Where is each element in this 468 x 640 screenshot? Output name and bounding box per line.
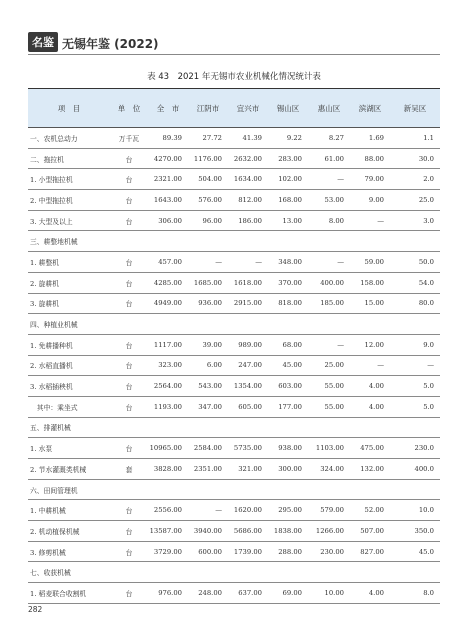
table-section-row (28, 479, 440, 500)
row-value: 5735.00 (228, 438, 268, 459)
row-value: 10.00 (308, 583, 350, 604)
row-item-name: 2. 旋耕机 (28, 272, 110, 293)
section-label: 六、田间管理机 (28, 479, 440, 500)
row-unit: 台 (110, 396, 148, 417)
row-value: 5.0 (390, 396, 440, 417)
row-value: 1685.00 (188, 272, 228, 293)
row-value: 637.00 (228, 583, 268, 604)
row-value: 52.00 (350, 500, 390, 521)
row-value: 1620.00 (228, 500, 268, 521)
row-unit: 台 (110, 148, 148, 169)
row-value: 576.00 (188, 190, 228, 211)
row-unit: 台 (110, 252, 148, 273)
row-value: 1354.00 (228, 376, 268, 397)
row-item-name: 2. 节水灌溉类机械 (28, 459, 110, 480)
row-value: 15.00 (350, 293, 390, 314)
row-value: 350.0 (390, 521, 440, 542)
table-row (28, 334, 440, 355)
row-value: 1103.00 (308, 438, 350, 459)
row-value: 55.00 (308, 376, 350, 397)
row-value: 59.00 (350, 252, 390, 273)
row-value: 324.00 (308, 459, 350, 480)
page-header (28, 32, 440, 54)
col-header-unit: 单 位 (110, 89, 148, 128)
row-value: 96.00 (188, 210, 228, 231)
col-header-yixing: 宜兴市 (228, 89, 268, 128)
row-value: 89.39 (148, 128, 188, 149)
row-value: 812.00 (228, 190, 268, 211)
row-value: 605.00 (228, 396, 268, 417)
row-value: 475.00 (350, 438, 390, 459)
row-value: — (390, 355, 440, 376)
row-value: 158.00 (350, 272, 390, 293)
row-item-name: 3. 旋耕机 (28, 293, 110, 314)
row-item-name: 1. 免耕播种机 (28, 334, 110, 355)
row-value: — (308, 169, 350, 190)
table-row (28, 190, 440, 211)
row-value: 9.22 (268, 128, 308, 149)
table-row (28, 541, 440, 562)
row-value: 348.00 (268, 252, 308, 273)
row-value: 69.00 (268, 583, 308, 604)
row-value: 168.00 (268, 190, 308, 211)
row-value: 9.00 (350, 190, 390, 211)
row-value: 936.00 (188, 293, 228, 314)
row-item-name: 1. 中耕机械 (28, 500, 110, 521)
row-item-name: 3. 水稻插秧机 (28, 376, 110, 397)
row-unit: 台 (110, 293, 148, 314)
row-value: 230.00 (308, 541, 350, 562)
row-value: — (188, 500, 228, 521)
table-row (28, 355, 440, 376)
col-header-jiangyin: 江阴市 (188, 89, 228, 128)
table-section-row (28, 314, 440, 335)
col-header-huishan: 惠山区 (308, 89, 350, 128)
row-value: 50.0 (390, 252, 440, 273)
row-value: 8.0 (390, 583, 440, 604)
row-value: 4949.00 (148, 293, 188, 314)
row-value: 1117.00 (148, 334, 188, 355)
row-value: 3.0 (390, 210, 440, 231)
row-item-name: 二、拖拉机 (28, 148, 110, 169)
row-value: 1.69 (350, 128, 390, 149)
row-value: 5686.00 (228, 521, 268, 542)
row-value: — (308, 334, 350, 355)
row-value: 55.00 (308, 396, 350, 417)
col-header-xinwu: 新吴区 (390, 89, 440, 128)
row-value: 61.00 (308, 148, 350, 169)
row-value: — (308, 252, 350, 273)
row-value: 989.00 (228, 334, 268, 355)
row-value: 818.00 (268, 293, 308, 314)
row-item-name: 3. 大型及以上 (28, 210, 110, 231)
table-title: 表 43 2021 年无锡市农业机械化情况统计表 (147, 72, 321, 82)
row-value: 185.00 (308, 293, 350, 314)
yearbook-logo: 名鉴 (28, 32, 58, 52)
row-value: 8.00 (308, 210, 350, 231)
row-item-name: 2. 水稻直播机 (28, 355, 110, 376)
row-unit: 台 (110, 500, 148, 521)
table-row (28, 148, 440, 169)
row-value: 976.00 (148, 583, 188, 604)
row-value: 457.00 (148, 252, 188, 273)
row-unit: 台 (110, 190, 148, 211)
row-item-name: 2. 中型拖拉机 (28, 190, 110, 211)
row-value: 3729.00 (148, 541, 188, 562)
row-value: 12.00 (350, 334, 390, 355)
row-value: 347.00 (188, 396, 228, 417)
row-value: 13.00 (268, 210, 308, 231)
row-value: — (350, 355, 390, 376)
row-value: 1838.00 (268, 521, 308, 542)
table-row (28, 169, 440, 190)
row-value: 543.00 (188, 376, 228, 397)
table-row (28, 293, 440, 314)
row-value: 603.00 (268, 376, 308, 397)
row-value: 88.00 (350, 148, 390, 169)
row-value: 507.00 (350, 521, 390, 542)
row-value: 1176.00 (188, 148, 228, 169)
row-value: 2915.00 (228, 293, 268, 314)
table-row (28, 396, 440, 417)
page-number: 282 (28, 605, 43, 614)
row-unit: 台 (110, 169, 148, 190)
row-value: 27.72 (188, 128, 228, 149)
row-value: 6.00 (188, 355, 228, 376)
table-section-row (28, 562, 440, 583)
row-value: 5.0 (390, 376, 440, 397)
row-value: 79.00 (350, 169, 390, 190)
row-value: 230.0 (390, 438, 440, 459)
row-value: 177.00 (268, 396, 308, 417)
row-value: 370.00 (268, 272, 308, 293)
row-value: 306.00 (148, 210, 188, 231)
row-value: 827.00 (350, 541, 390, 562)
row-value: 248.00 (188, 583, 228, 604)
table-row (28, 438, 440, 459)
row-value: 1643.00 (148, 190, 188, 211)
row-value: 4.00 (350, 376, 390, 397)
row-unit: 台 (110, 438, 148, 459)
row-value: 4.00 (350, 396, 390, 417)
row-unit: 台 (110, 541, 148, 562)
row-value: 30.0 (390, 148, 440, 169)
row-item-name: 1. 稻麦联合收割机 (28, 583, 110, 604)
table-row (28, 272, 440, 293)
row-value: 4.00 (350, 583, 390, 604)
row-value: 3828.00 (148, 459, 188, 480)
section-label: 三、耕整地机械 (28, 231, 440, 252)
row-unit: 万千瓦 (110, 128, 148, 149)
header-divider (28, 54, 440, 55)
row-value: 288.00 (268, 541, 308, 562)
row-value: 400.00 (308, 272, 350, 293)
table-row (28, 500, 440, 521)
col-header-xishan: 锡山区 (268, 89, 308, 128)
row-item-name: 3. 修剪机械 (28, 541, 110, 562)
row-unit: 台 (110, 272, 148, 293)
row-value: 3940.00 (188, 521, 228, 542)
row-value: 600.00 (188, 541, 228, 562)
table-section-row (28, 231, 440, 252)
row-value: 1618.00 (228, 272, 268, 293)
row-value: 39.00 (188, 334, 228, 355)
row-value: — (228, 252, 268, 273)
table-row (28, 521, 440, 542)
row-value: 4270.00 (148, 148, 188, 169)
row-unit: 台 (110, 583, 148, 604)
row-value: 4285.00 (148, 272, 188, 293)
row-item-name: 其中：乘坐式 (28, 396, 110, 417)
row-value: 13587.00 (148, 521, 188, 542)
row-value: 2632.00 (228, 148, 268, 169)
row-value: — (188, 252, 228, 273)
row-value: 10965.00 (148, 438, 188, 459)
row-value: 400.0 (390, 459, 440, 480)
table-row (28, 252, 440, 273)
row-value: 1266.00 (308, 521, 350, 542)
col-header-binhu: 滨湖区 (350, 89, 390, 128)
row-value: 295.00 (268, 500, 308, 521)
table-row (28, 376, 440, 397)
row-value: 321.00 (228, 459, 268, 480)
row-value: 283.00 (268, 148, 308, 169)
table-row (28, 459, 440, 480)
row-value: 41.39 (228, 128, 268, 149)
row-value: 2321.00 (148, 169, 188, 190)
yearbook-title: 无锡年鉴 (2022) (62, 37, 159, 51)
row-value: — (350, 210, 390, 231)
row-value: 186.00 (228, 210, 268, 231)
table-header-row (28, 89, 440, 128)
row-item-name: 一、农机总动力 (28, 128, 110, 149)
row-unit: 台 (110, 210, 148, 231)
row-value: 1739.00 (228, 541, 268, 562)
section-label: 五、排灌机械 (28, 417, 440, 438)
row-unit: 台 (110, 334, 148, 355)
row-value: 1.1 (390, 128, 440, 149)
row-value: 2351.00 (188, 459, 228, 480)
row-item-name: 1. 小型拖拉机 (28, 169, 110, 190)
row-unit: 台 (110, 521, 148, 542)
row-value: 25.0 (390, 190, 440, 211)
row-value: 9.0 (390, 334, 440, 355)
table-row (28, 583, 440, 604)
table-section-row (28, 417, 440, 438)
row-value: 938.00 (268, 438, 308, 459)
row-unit: 台 (110, 376, 148, 397)
row-item-name: 1. 水泵 (28, 438, 110, 459)
row-unit: 套 (110, 459, 148, 480)
row-value: 45.0 (390, 541, 440, 562)
row-value: 504.00 (188, 169, 228, 190)
row-value: 132.00 (350, 459, 390, 480)
row-value: 2564.00 (148, 376, 188, 397)
row-value: 80.0 (390, 293, 440, 314)
row-unit: 台 (110, 355, 148, 376)
row-value: 2584.00 (188, 438, 228, 459)
row-value: 247.00 (228, 355, 268, 376)
row-value: 10.0 (390, 500, 440, 521)
row-item-name: 1. 耕整机 (28, 252, 110, 273)
col-header-item: 项 目 (28, 89, 110, 128)
row-item-name: 2. 机动植保机械 (28, 521, 110, 542)
row-value: 25.00 (308, 355, 350, 376)
row-value: 53.00 (308, 190, 350, 211)
row-value: 1634.00 (228, 169, 268, 190)
row-value: 579.00 (308, 500, 350, 521)
row-value: 68.00 (268, 334, 308, 355)
table-row (28, 210, 440, 231)
section-label: 四、种植业机械 (28, 314, 440, 335)
table-row (28, 128, 440, 149)
row-value: 323.00 (148, 355, 188, 376)
row-value: 300.00 (268, 459, 308, 480)
section-label: 七、收获机械 (28, 562, 440, 583)
row-value: 102.00 (268, 169, 308, 190)
row-value: 54.0 (390, 272, 440, 293)
row-value: 8.27 (308, 128, 350, 149)
row-value: 1193.00 (148, 396, 188, 417)
statistics-table (28, 88, 440, 604)
row-value: 2.0 (390, 169, 440, 190)
col-header-city-total: 全 市 (148, 89, 188, 128)
row-value: 2556.00 (148, 500, 188, 521)
row-value: 45.00 (268, 355, 308, 376)
